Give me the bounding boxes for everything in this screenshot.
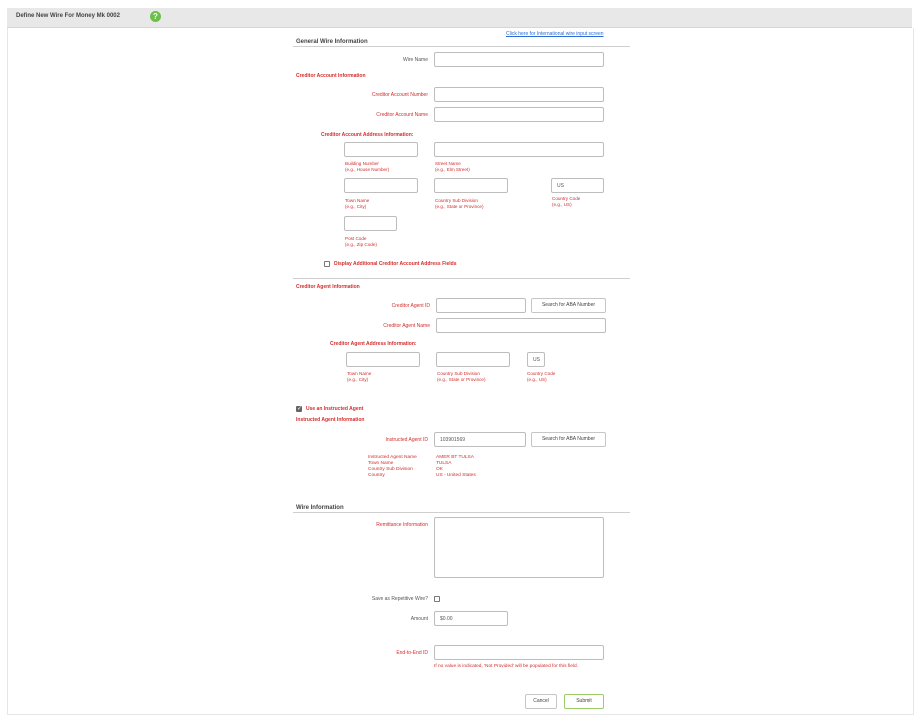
agent-country-sub-division-caption: Country Sub Division (e.g., State or Province) [437,371,486,382]
creditor-account-name-input[interactable] [434,107,604,122]
creditor-agent-id-input[interactable] [436,298,526,313]
section-wire-info-title: Wire Information [296,505,344,511]
agent-country-sub-division-input[interactable] [436,352,510,367]
end-to-end-id-input[interactable] [434,645,604,660]
building-number-input[interactable] [344,142,418,157]
post-code-caption: Post Code (e.g., Zip Code) [345,236,377,247]
town-name-caption: Town Name (e.g., City) [345,198,370,209]
creditor-account-number-input[interactable] [434,87,604,102]
remittance-label: Remittance Information [376,522,428,528]
creditor-agent-title: Creditor Agent Information [296,284,360,290]
post-code-input[interactable] [344,216,397,231]
amount-label: Amount [410,616,428,622]
amount-input[interactable]: $0.00 [434,611,508,626]
window-titlebar [7,8,912,28]
submit-button[interactable]: Submit [564,694,604,709]
instructed-agent-id-label: Instructed Agent ID [385,437,428,443]
creditor-agent-name-input[interactable] [436,318,606,333]
building-number-caption: Building Number (e.g., House Number) [345,161,390,172]
agent-country-code-caption: Country Code (e.g., US) [527,371,556,382]
additional-fields-label: Display Additional Creditor Account Address Fields [334,261,457,267]
window-title: Define New Wire For Money Mk 0002 [16,13,120,19]
section-divider [293,46,630,47]
creditor-account-number-label: Creditor Account Number [371,92,428,98]
cancel-button[interactable]: Cancel [525,694,557,709]
agent-town-name-input[interactable] [346,352,420,367]
use-instructed-agent-label: Use an Instructed Agent [306,406,364,412]
repetitive-wire-label: Save as Repetitive Wire? [371,596,428,602]
agent-country-code-input[interactable]: US [527,352,545,367]
street-name-caption: Street Name (e.g., Elm Street) [435,161,470,172]
creditor-account-name-label: Creditor Account Name [376,112,428,118]
country-code-caption: Country Code (e.g., US) [552,196,581,207]
wire-name-input[interactable] [434,52,604,67]
section-divider [293,512,630,513]
country-sub-division-input[interactable] [434,178,508,193]
creditor-agent-id-label: Creditor Agent ID [391,303,430,309]
remittance-textarea[interactable] [434,517,604,578]
international-wire-link[interactable]: Click here for International wire input screen [506,31,604,37]
instructed-agent-aba-search-button[interactable]: Search for ABA Number [531,432,606,447]
creditor-account-address-title: Creditor Account Address Information: [321,132,414,138]
instructed-agent-title: Instructed Agent Information [296,417,365,423]
help-icon[interactable]: ? [150,11,161,22]
section-divider [293,278,630,279]
agent-town-name-caption: Town Name (e.g., City) [347,371,372,382]
instructed-agent-detail-values: AMER BT TULSA TULSA OK US - United States [436,455,476,478]
country-sub-division-caption: Country Sub Division (e.g., State or Province) [435,198,484,209]
use-instructed-agent-checkbox[interactable] [296,406,302,412]
additional-fields-checkbox[interactable] [324,261,330,267]
creditor-agent-address-title: Creditor Agent Address Information: [330,341,417,347]
creditor-agent-name-label: Creditor Agent Name [383,323,430,329]
end-to-end-id-label: End-to-End ID [396,650,428,656]
creditor-agent-aba-search-button[interactable]: Search for ABA Number [531,298,606,313]
instructed-agent-detail-labels: Instructed Agent Name Town Name Country Sub Division Country [368,455,417,478]
town-name-input[interactable] [344,178,418,193]
instructed-agent-id-input[interactable]: 103901569 [434,432,526,447]
section-general-title: General Wire Information [296,39,368,45]
creditor-account-title: Creditor Account Information [296,73,366,79]
street-name-input[interactable] [434,142,604,157]
country-code-input[interactable]: US [551,178,604,193]
repetitive-wire-checkbox[interactable] [434,596,440,602]
wire-name-label: Wire Name [402,57,428,63]
end-to-end-id-note: If no value is indicated, 'Not Provided' will be populated for this field. [434,664,578,669]
